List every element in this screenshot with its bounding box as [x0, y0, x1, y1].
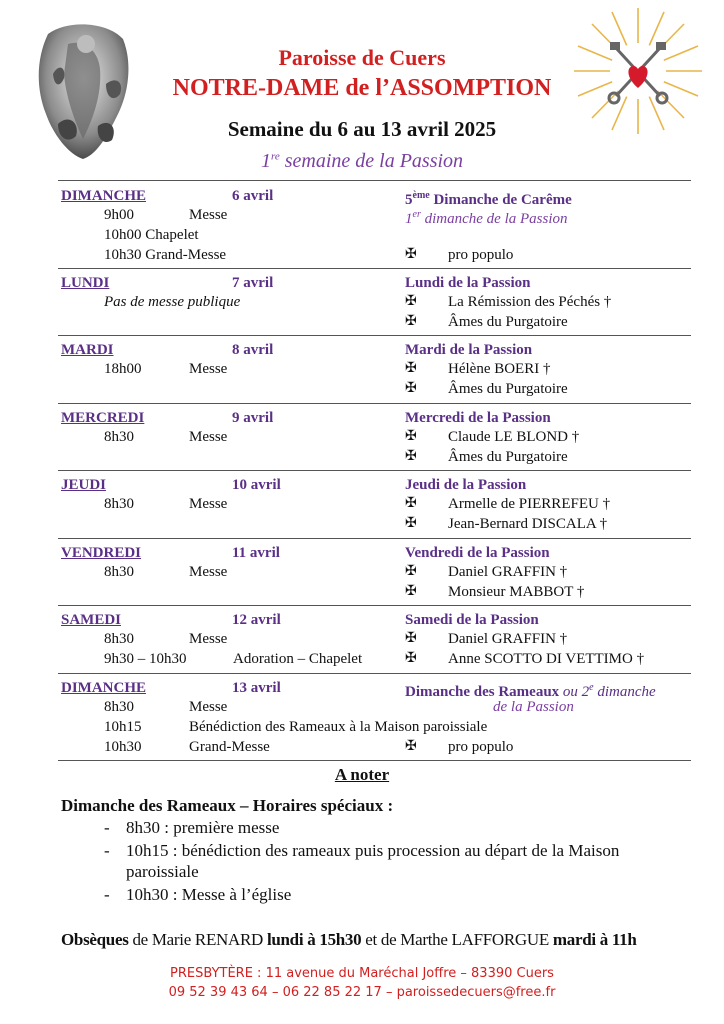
cross-icon: ✠: [405, 294, 417, 309]
time: 10h30: [104, 739, 142, 755]
cross-icon: ✠: [405, 361, 417, 376]
parish-name: Paroisse de Cuers: [278, 45, 446, 70]
table-rule: [58, 760, 691, 761]
table-rule: [58, 180, 691, 181]
day-date: 8 avril: [232, 342, 274, 358]
intention: pro populo: [448, 247, 514, 263]
table-rule: [58, 268, 691, 269]
intention: Claude LE BLOND †: [448, 429, 580, 445]
service: Grand-Messe: [189, 739, 270, 755]
intention: Daniel GRAFFIN †: [448, 631, 568, 647]
day-name: VENDREDI: [61, 545, 142, 561]
day-date: 11 avril: [232, 545, 280, 561]
day-date: 7 avril: [232, 275, 274, 291]
time: 18h00: [104, 361, 142, 377]
cross-icon: ✠: [405, 651, 417, 666]
cross-icon: ✠: [405, 449, 417, 464]
funerals-line: Obsèques de Marie RENARD lundi à 15h30 et de Marthe LAFFORGUE mardi à 11h: [61, 930, 637, 949]
intention: Monsieur MABBOT †: [448, 584, 585, 600]
service: Adoration – Chapelet: [233, 651, 363, 667]
day-date: 12 avril: [232, 612, 281, 628]
feast-title: Samedi de la Passion: [405, 612, 539, 628]
time: 9h30 – 10h30: [104, 651, 187, 667]
table-rule: [58, 605, 691, 606]
day-name: DIMANCHE: [61, 188, 146, 204]
cross-icon: ✠: [405, 564, 417, 579]
intention: Âmes du Purgatoire: [448, 449, 568, 465]
day-date: 9 avril: [232, 410, 274, 426]
notes-heading: Dimanche des Rameaux – Horaires spéciaux :: [61, 796, 394, 815]
intention: pro populo: [448, 739, 514, 755]
day-date: 13 avril: [232, 680, 281, 696]
service: 10h30 Grand-Messe: [104, 247, 227, 263]
service: Messe: [189, 699, 228, 715]
cross-icon: ✠: [405, 584, 417, 599]
service: 10h00 Chapelet: [104, 227, 199, 243]
cross-icon: ✠: [405, 314, 417, 329]
bullet-dash: -: [104, 885, 110, 904]
feast-title: Mardi de la Passion: [405, 342, 533, 358]
note-item: 8h30 : première messe: [126, 818, 280, 837]
feast-title: Vendredi de la Passion: [405, 545, 550, 561]
day-date: 10 avril: [232, 477, 281, 493]
feast-title: Dimanche des Rameaux ou 2e dimanche: [405, 682, 656, 700]
bullet-dash: -: [104, 841, 110, 860]
intention: Armelle de PIERREFEU †: [448, 496, 611, 512]
cross-icon: ✠: [405, 631, 417, 646]
time: 8h30: [104, 631, 134, 647]
week-title: Semaine du 6 au 13 avril 2025: [227, 117, 497, 141]
feast-subtitle: de la Passion: [493, 699, 574, 715]
cross-icon: ✠: [405, 516, 417, 531]
day-name: SAMEDI: [61, 612, 122, 628]
cross-icon: ✠: [405, 739, 417, 754]
cross-icon: ✠: [405, 496, 417, 511]
bullet-dash: -: [104, 818, 110, 837]
feast-subtitle: 1er dimanche de la Passion: [405, 209, 568, 227]
day-date: 6 avril: [232, 188, 274, 204]
intention: Hélène BOERI †: [448, 361, 551, 377]
cross-icon: ✠: [405, 247, 417, 262]
service: Messe: [189, 564, 228, 580]
time: 8h30: [104, 429, 134, 445]
note: Pas de messe publique: [104, 294, 241, 310]
day-name: MARDI: [61, 342, 114, 358]
table-rule: [58, 470, 691, 471]
service: Messe: [189, 207, 228, 223]
intention: Anne SCOTTO DI VETTIMO †: [448, 651, 645, 667]
cross-icon: ✠: [405, 381, 417, 396]
service: Bénédiction des Rameaux à la Maison paroissiale: [189, 719, 488, 735]
time: 8h30: [104, 496, 134, 512]
day-name: LUNDI: [61, 275, 110, 291]
table-rule: [58, 403, 691, 404]
service: Messe: [189, 631, 228, 647]
time: 8h30: [104, 699, 134, 715]
feast-title: 5ème Dimanche de Carême: [405, 190, 572, 208]
cross-icon: ✠: [405, 429, 417, 444]
intention: Daniel GRAFFIN †: [448, 564, 568, 580]
service: Messe: [189, 361, 228, 377]
week-subtitle: 1re semaine de la Passion: [260, 150, 464, 172]
service: Messe: [189, 496, 228, 512]
intention: La Rémission des Péchés †: [448, 294, 612, 310]
church-name: NOTRE-DAME de l’ASSOMPTION: [172, 75, 552, 101]
time: 9h00: [104, 207, 134, 223]
note-item: 10h15 : bénédiction des rameaux puis procession au départ de la Maison: [126, 841, 620, 860]
table-rule: [58, 673, 691, 674]
day-name: DIMANCHE: [61, 680, 146, 696]
intention: Âmes du Purgatoire: [448, 314, 568, 330]
table-rule: [58, 335, 691, 336]
footer-address: PRESBYTÈRE : 11 avenue du Maréchal Joffre – 83390 Cuers: [170, 966, 554, 981]
feast-title: Jeudi de la Passion: [405, 477, 527, 493]
day-name: JEUDI: [61, 477, 107, 493]
time: 10h15: [104, 719, 142, 735]
time: 8h30: [104, 564, 134, 580]
day-name: MERCREDI: [61, 410, 145, 426]
feast-title: Mercredi de la Passion: [405, 410, 551, 426]
table-rule: [58, 538, 691, 539]
intention: Jean-Bernard DISCALA †: [448, 516, 608, 532]
note-item: 10h30 : Messe à l’église: [126, 885, 292, 904]
service: Messe: [189, 429, 228, 445]
feast-title: Lundi de la Passion: [405, 275, 531, 291]
intention: Âmes du Purgatoire: [448, 381, 568, 397]
note-item-cont: paroissiale: [126, 862, 199, 881]
footer-contact: 09 52 39 43 64 – 06 22 85 22 17 – paroissedecuers@free.fr: [168, 985, 556, 1000]
notes-title: A noter: [334, 765, 390, 784]
